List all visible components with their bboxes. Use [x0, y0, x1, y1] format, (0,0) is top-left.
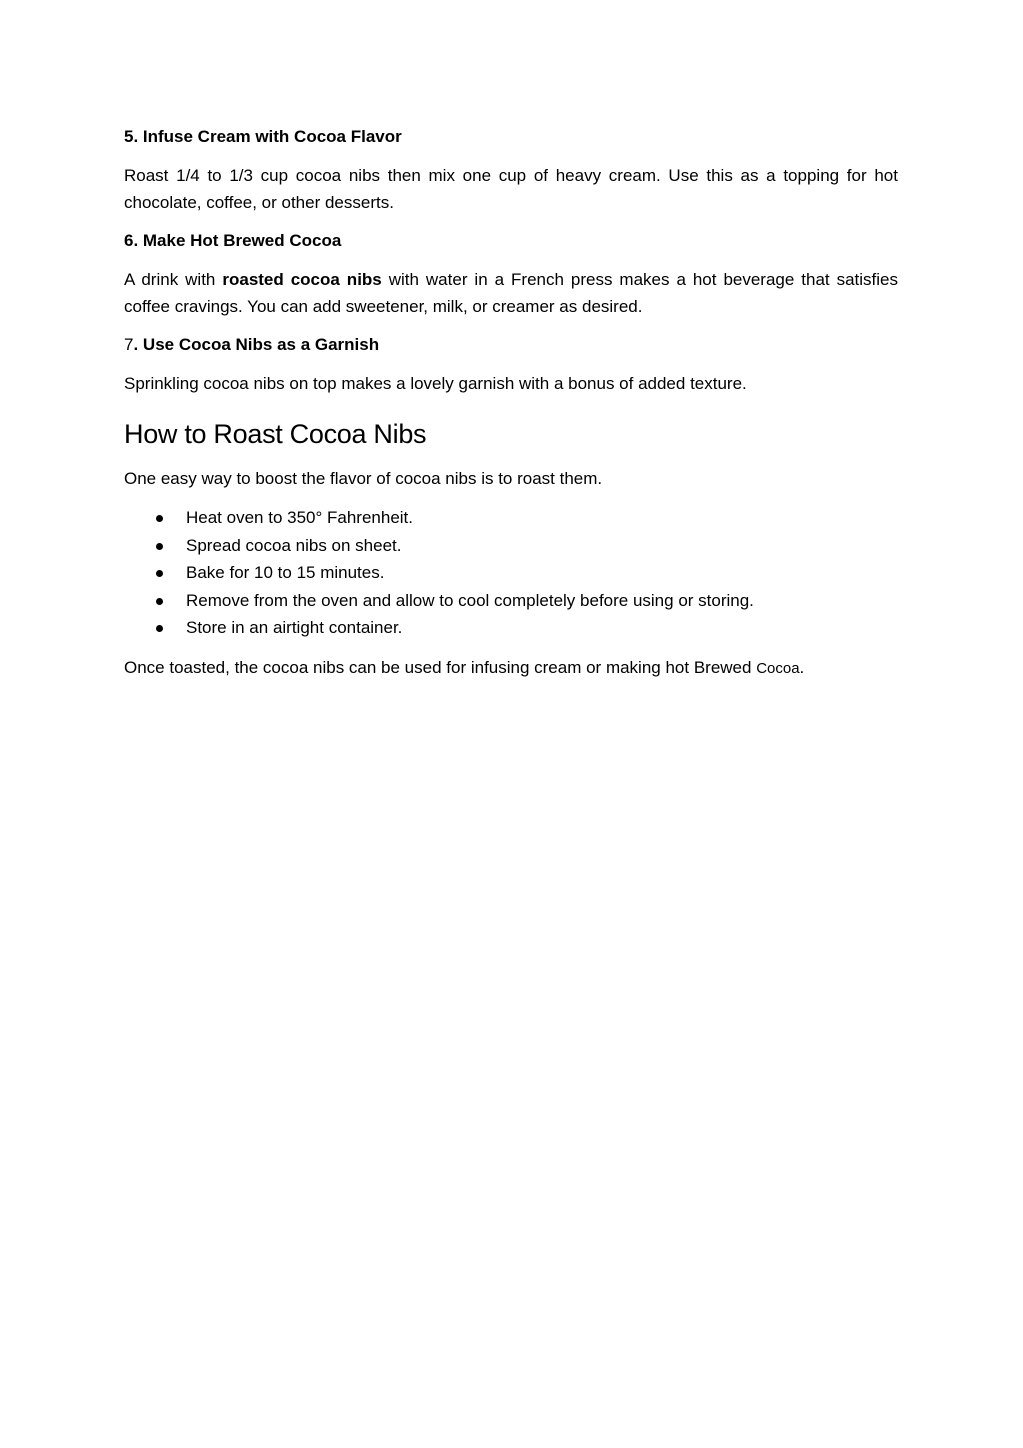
roast-outro — [124, 654, 898, 682]
roast-steps-list — [124, 504, 898, 642]
section-6-heading: 6. Make Hot Brewed Cocoa — [124, 231, 342, 250]
list-item-text: Heat oven to 350° Fahrenheit. — [186, 508, 414, 527]
section-6-body-post: with water in a French press makes a hot beverage that satisfies coffee cravings. You can add sweetener, milk, or creamer as desired. — [124, 270, 899, 316]
list-item-text: Bake for 10 to 15 minutes. — [186, 563, 385, 582]
bullet-icon — [156, 543, 163, 550]
section-5-body: Roast 1/4 to 1/3 cup cocoa nibs then mix one cup of heavy cream. Use this as a topping for hot chocolate, coffee, or other desserts. — [124, 166, 898, 212]
list-item-text: Remove from the oven and allow to cool completely before using or storing. — [186, 590, 754, 610]
bullet-icon — [156, 625, 163, 632]
section-7-heading-rest: . Use Cocoa Nibs as a Garnish — [133, 335, 380, 354]
roast-intro: One easy way to boost the flavor of cocoa nibs is to roast them. — [124, 469, 603, 488]
roast-heading: How to Roast Cocoa Nibs — [124, 419, 427, 449]
roast-outro-post: . — [799, 657, 805, 677]
bullet-icon — [156, 598, 163, 605]
list-item-text: Store in an airtight container. — [186, 618, 403, 637]
document-page — [124, 124, 898, 694]
section-5-heading: 5. Infuse Cream with Cocoa Flavor — [124, 127, 402, 146]
list-item — [124, 532, 898, 560]
bullet-icon — [156, 515, 163, 522]
section-6-body-pre: A drink with — [124, 270, 223, 289]
roast-outro-pre: Once toasted, the cocoa nibs can be used for infusing cream or making hot Brewed — [124, 657, 757, 677]
section-6-body-bold: roasted cocoa nibs — [222, 270, 382, 289]
section-6-body — [124, 266, 898, 320]
list-item-text: Spread cocoa nibs on sheet. — [186, 535, 402, 555]
bullet-icon — [156, 570, 163, 577]
list-item — [124, 504, 898, 532]
list-item — [124, 614, 898, 642]
section-7-heading — [124, 332, 898, 358]
section-7-body: Sprinkling cocoa nibs on top makes a lovely garnish with a bonus of added texture. — [124, 374, 747, 393]
section-7-heading-num: 7 — [124, 335, 134, 354]
list-item — [124, 559, 898, 587]
roast-outro-small: Cocoa — [756, 659, 800, 677]
list-item — [124, 587, 898, 615]
